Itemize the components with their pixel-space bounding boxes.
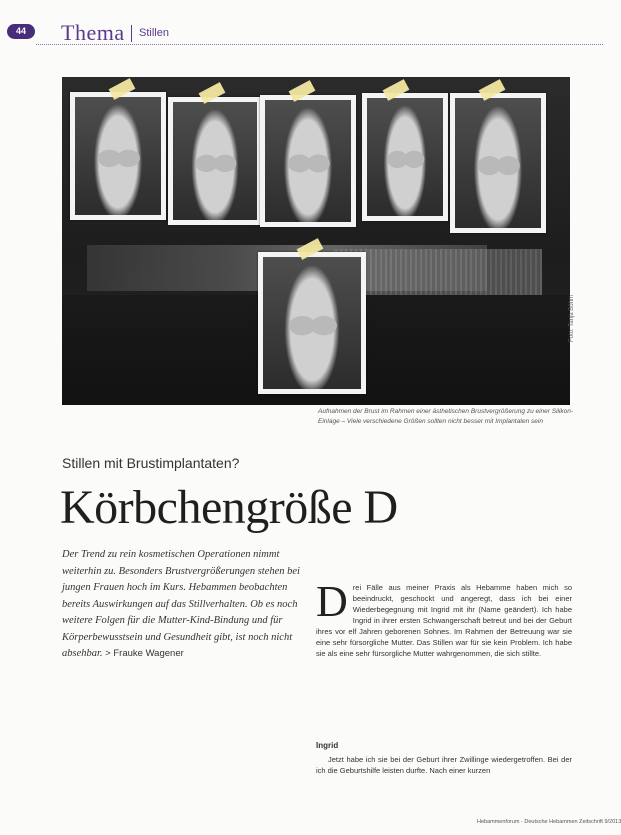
photo-print-6 [258, 252, 366, 394]
photo-caption: Aufnahmen der Brust im Rahmen einer ästhetischen Brustvergrößerung zu einer Silikon-Einlage – Viele verschiedene Größen sollten nicht besser mit Implantaten sein [318, 408, 574, 425]
drop-cap: D [316, 577, 348, 626]
lead-text: Der Trend zu rein kosmetischen Operationen nimmt weiterhin zu. Besonders Brustvergrößerungen stehen bei jungen Frauen hoch im Kurs. Hebammen beobachten bereits Auswirkungen auf das Stillverhalten. Ob es noch weitere Folgen für die Mutter-Kind-Bindung und für Körperbewusstsein und Gesundheit gibt, ist noch nicht absehbar. [62, 549, 300, 659]
article-kicker: Stillen mit Brustimplantaten? [62, 455, 240, 471]
section-title: Thema [61, 20, 125, 45]
body-paragraph: rei Fälle aus meiner Praxis als Hebamme haben mich so beeindruckt, geschockt und angeregt, dass ich bei einer Wiederbegegnung mit Ingrid mit ihr (Name geändert). Ich habe Ingrid in ihrer ersten Schwangerschaft betreut und bei der Geburt ihres vor elf Jahren geborenen Sohnes. Im Rahmen der Betreuung war sie eine sehr fürsorgliche Mutter. Das Stillen war für sie kein Problem. Ich habe sie als eine sehr fürsorgliche Mutter wahrgenommen, die sich stillte. [316, 583, 572, 658]
photo-print-3 [260, 95, 356, 227]
photo-print-2 [168, 97, 262, 225]
photo-print-5 [450, 93, 546, 233]
body-paragraph-2: Jetzt habe ich sie bei der Geburt ihrer Zwillinge wiedergetroffen. Bei der ich die Geburtshilfe leisten durfte. Nach einer kurzen [316, 755, 572, 775]
body-subheading: Ingrid [316, 741, 339, 750]
article-photo [62, 77, 570, 405]
header-divider [131, 25, 132, 42]
header-dotted-rule [36, 44, 603, 45]
photo-print-1 [70, 92, 166, 220]
article-headline: Körbchengröße D [60, 481, 398, 534]
page-header [0, 0, 603, 50]
page-number-badge: 44 [7, 24, 35, 39]
article-author: > Frauke Wagener [105, 648, 184, 659]
subsection-title: Stillen [139, 27, 169, 39]
photo-print-4 [362, 93, 448, 221]
body-column [316, 577, 572, 659]
page-footer: Hebammenforum · Deutsche Hebammen Zeitschrift 9/2013 [477, 819, 621, 825]
article-lead [62, 547, 307, 663]
photo-credit: Foto: Tanja Böhm [569, 295, 575, 342]
